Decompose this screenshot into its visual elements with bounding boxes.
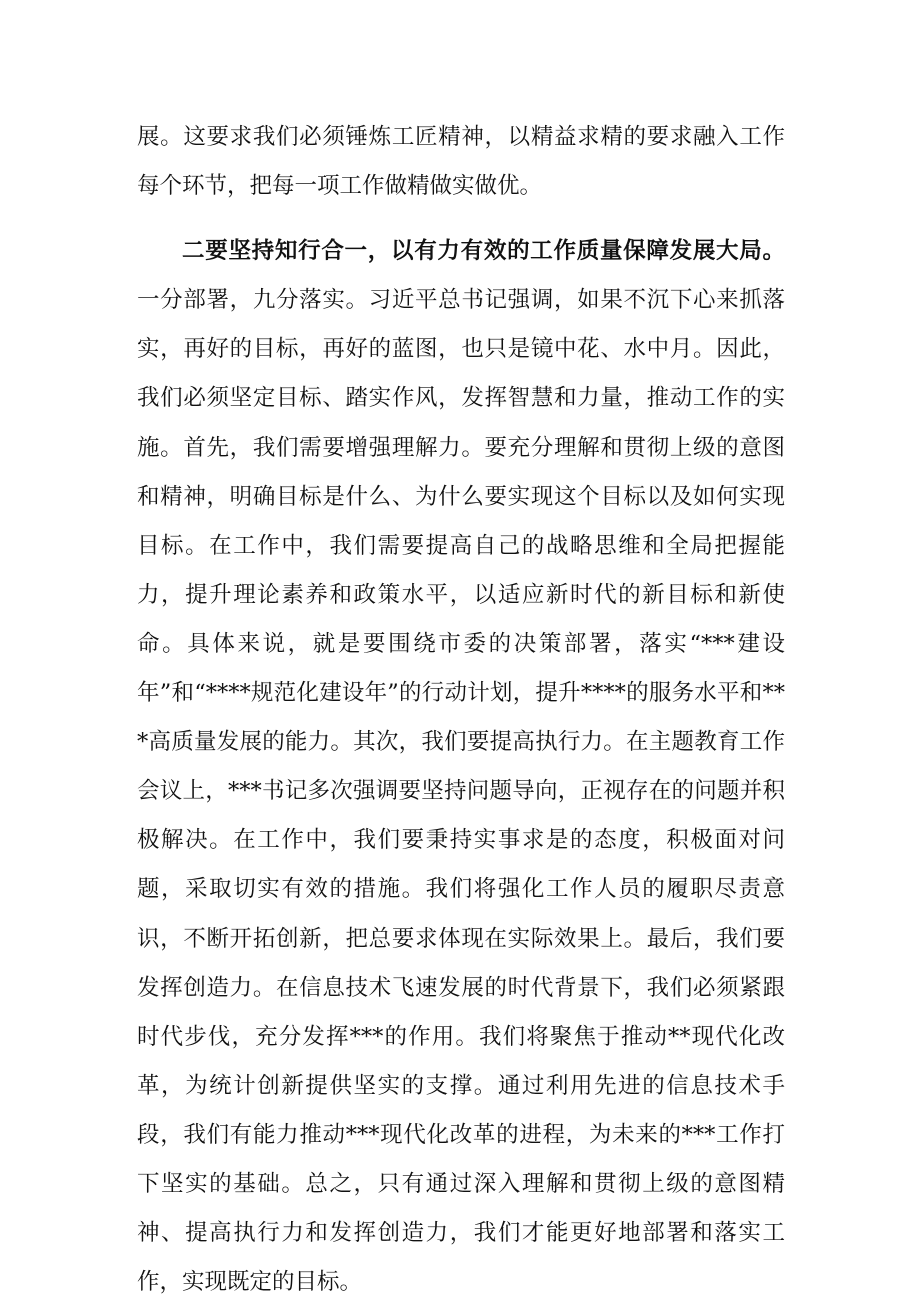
paragraph-text: 展。这要求我们必须锤炼工匠精神，以精益求精的要求融入工作每个环节，把每一项工作做精做实做优。 — [137, 124, 785, 200]
paragraph-section-two — [137, 227, 785, 1307]
document-body — [137, 113, 785, 1307]
paragraph-heading: 二要坚持知行合一，以有力有效的工作质量保障发展大局。 — [182, 238, 785, 265]
paragraph-continuation — [137, 113, 785, 211]
paragraph-text: 一分部署，九分落实。习近平总书记强调，如果不沉下心来抓落实，再好的目标，再好的蓝图，也只是镜中花、水中月。因此，我们必须坚定目标、踏实作风，发挥智慧和力量，推动工作的实施。首先，我们需要增强理解力。要充分理解和贯彻上级的意图和精神，明确目标是什么、为什么要实现这个目标以及如何实现目标。在工作中，我们需要提高自己的战略思维和全局把握能力，提升理论素养和政策水平，以适应新时代的新目标和新使命。具体来说，就是要围绕市委的决策部署，落实“***建设年”和“****规范化建设年”的行动计划，提升****的服务水平和***高质量发展的能力。其次，我们要提高执行力。在主题教育工作会议上，***书记多次强调要坚持问题导向，正视存在的问题并积极解决。在工作中，我们要秉持实事求是的态度，积极面对问题，采取切实有效的措施。我们将强化工作人员的履职尽责意识，不断开拓创新，把总要求体现在实际效果上。最后，我们要发挥创造力。在信息技术飞速发展的时代背景下，我们必须紧跟时代步伐，充分发挥***的作用。我们将聚焦于推动**现代化改革，为统计创新提供坚实的支撑。通过利用先进的信息技术手段，我们有能力推动***现代化改革的进程，为未来的***工作打下坚实的基础。总之，只有通过深入理解和贯彻上级的意图精神、提高执行力和发挥创造力，我们才能更好地部署和落实工作，实现既定的目标。 — [137, 287, 785, 1296]
